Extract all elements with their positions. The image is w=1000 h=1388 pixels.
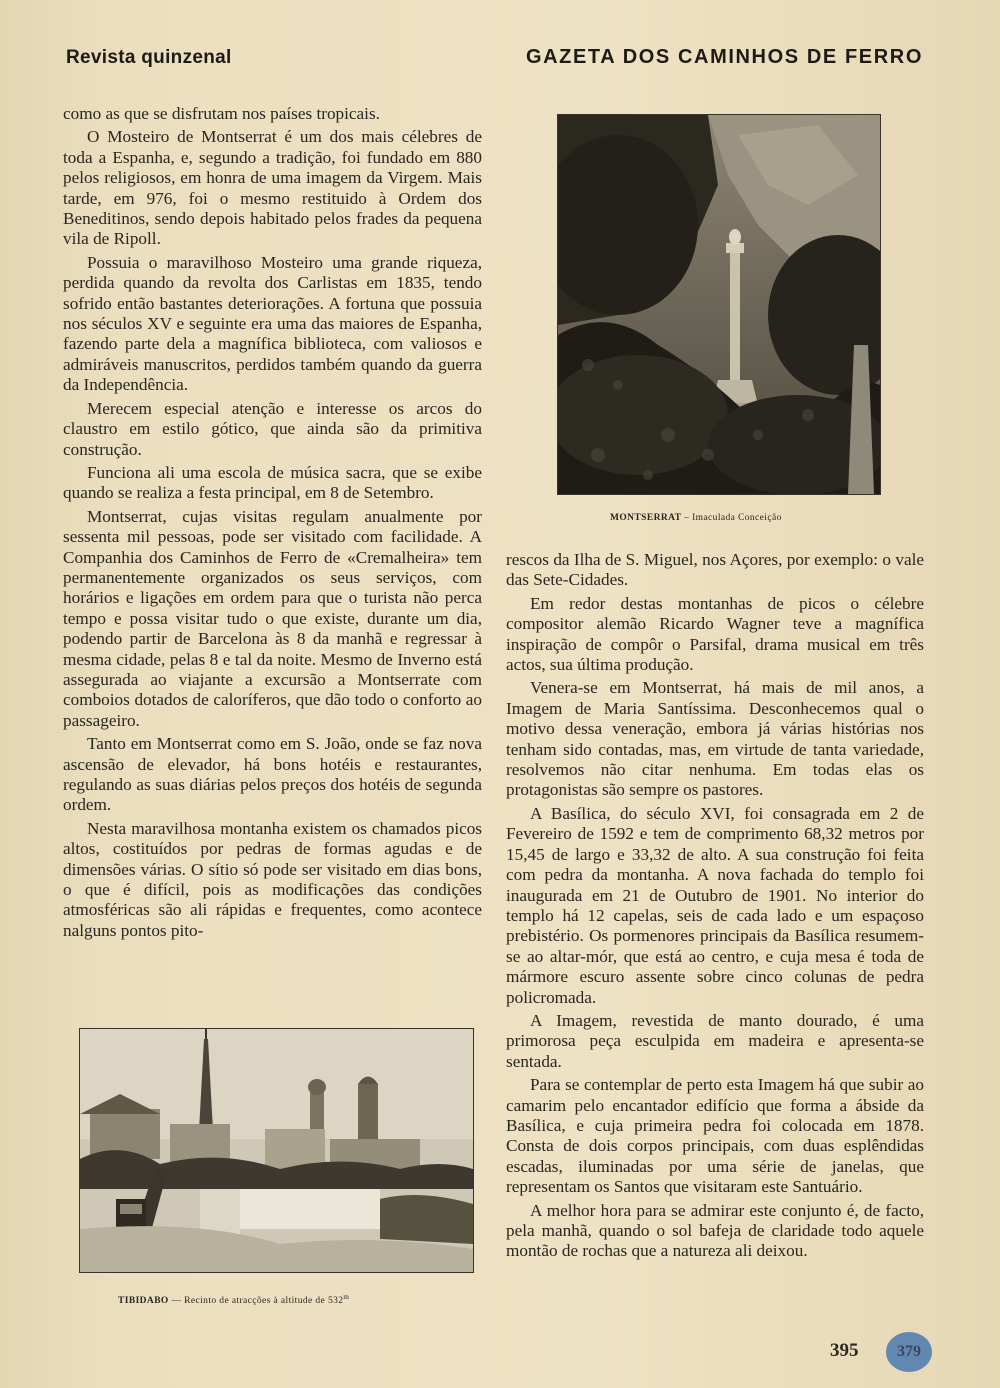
header-magazine-title: GAZETA DOS CAMINHOS DE FERRO <box>525 46 923 68</box>
paragraph: A melhor hora para se admirar este conjunto é, de facto, pela manhã, quando o sol bafeja de claridade todo aquele montão de rochas que a natureza ali deixou. <box>506 1200 924 1261</box>
tibidabo-photo-caption <box>118 1293 349 1306</box>
paragraph: Venera-se em Montserrat, há mais de mil anos, a Imagem de Maria Santíssima. Desconhecemos qual o motivo dessa veneração, embora já várias histórias nos tenham sido contadas, mas, em virtude de tanta variedade, resolvemos não citar nenhuma. Em todas elas os protagonistas são sempre os pastores. <box>506 678 924 800</box>
caption-place: MONTSERRAT <box>610 513 682 523</box>
paragraph: A Basílica, do século XVI, foi consagrada em 2 de Fevereiro de 1592 e tem de comprimento 68,32 metros por 15,45 de largo e 33,32 de alto. A sua construção foi feita com pedra da montanha. A nova fachada do templo foi inaugurada em 21 de Outubro de 1901. No interior do templo há 12 capelas, seis de cada lado e um espaçoso prebistério. Os pormenores principais da Basílica resumem-se ao altar-mór, que está ao centro, e cuja mesa é toda de mármore escuro assente sobre cinco colunas de pedra policromada. <box>506 803 924 1007</box>
paragraph: Merecem especial atenção e interesse os arcos do claustro em estilo gótico, que ainda são da primitiva construção. <box>63 398 482 459</box>
paragraph: Funciona ali uma escola de música sacra, que se exibe quando se realiza a festa principal, em 8 de Setembro. <box>63 462 482 503</box>
paragraph: O Mosteiro de Montserrat é um dos mais célebres de toda a Espanha, e, segundo a tradição, foi fundado em 880 pelos religiosos, em honra de uma imagem da Virgem. Mais tarde, em 976, foi o mesmo restituido à Ordem dos Beneditinos, sendo depois habitado pelos frades da pequena vila de Ripoll. <box>63 127 482 249</box>
paragraph: Montserrat, cujas visitas regulam anualmente por sessenta mil pessoas, pode ser visitado com facilidade. A Companhia dos Caminhos de Ferro de «Cremalheira» tem permanentemente organizados os seus serviços, com horários e ligações em ordem para que o turista não perca tempo e possa visitar tudo o que existe, durante um dia, podendo partir de Barcelona às 8 da manhã e regressar à mesma cidade, pelas 8 e tal da noite. Mesmo de Inverno está assegurada ao viajante a excursão a Montserrate com comboios dotados de caloríferos, que dão todo o conforto ao passageiro. <box>63 506 482 730</box>
paragraph: Tanto em Montserrat como em S. João, onde se faz nova ascensão de elevador, há bons hotéis e restaurantes, regulando as suas diárias pelos preços dos hotéis de segunda ordem. <box>63 734 482 815</box>
page-number: 395 <box>830 1340 859 1361</box>
caption-description: — Recinto de atracções à altitude de 532 <box>168 1296 344 1307</box>
left-text-column <box>63 104 482 941</box>
paragraph: Para se contemplar de perto esta Imagem há que subir ao camarim pelo encantador edifício que forma a ábside da Basílica, e cuja primeira pedra foi colocada em 1878. Consta de dois corpos principais, com duas esplêndidas escadas, iluminadas por uma série de janelas, que representam os Santos que visitaram este Santuário. <box>506 1075 924 1197</box>
paragraph: como as que se disfrutam nos países tropicais. <box>63 104 380 123</box>
right-text-column <box>506 550 924 1262</box>
caption-unit: m <box>343 1293 350 1301</box>
archive-stamp: 379 <box>886 1332 932 1372</box>
caption-description: – Imaculada Conceição <box>681 513 782 523</box>
montserrat-photo <box>557 114 881 495</box>
tibidabo-photo <box>79 1028 474 1273</box>
header-publication-type: Revista quinzenal <box>66 47 232 68</box>
paragraph: Em redor destas montanhas de picos o célebre compositor alemão Ricardo Wagner teve a magnífica inspiração de compôr o Parsifal, drama musical em três actos, sua última produção. <box>506 593 924 675</box>
paragraph: Nesta maravilhosa montanha existem os chamados picos altos, costituídos por pedras de formas agudas e de dimensões várias. O sítio só pode ser visitado em dias bons, o que é difícil, pois as modificações das condições atmosféricas são ali rápidas e frequentes, como acontece nalguns pontos pito- <box>63 818 482 940</box>
paragraph: rescos da Ilha de S. Miguel, nos Açores, por exemplo: o vale das Sete-Cidades. <box>506 550 924 590</box>
paragraph: Possuia o maravilhoso Mosteiro uma grande riqueza, perdida quando da revolta dos Carlistas em 1835, tendo sofrido então bastantes deteriorações. A fortuna que possuia nos séculos XV e seguinte era uma das maiores de Espanha, fazendo parte dela a magnífica biblioteca, com valiosos e admiráveis manuscritos, perdidos também quando da guerra da Independência. <box>63 252 482 395</box>
paragraph: A Imagem, revestida de manto dourado, é uma primorosa peça esculpida em madeira e apresenta-se sentada. <box>506 1010 924 1071</box>
montserrat-photo-caption <box>610 513 782 523</box>
caption-place: TIBIDABO <box>118 1296 169 1307</box>
